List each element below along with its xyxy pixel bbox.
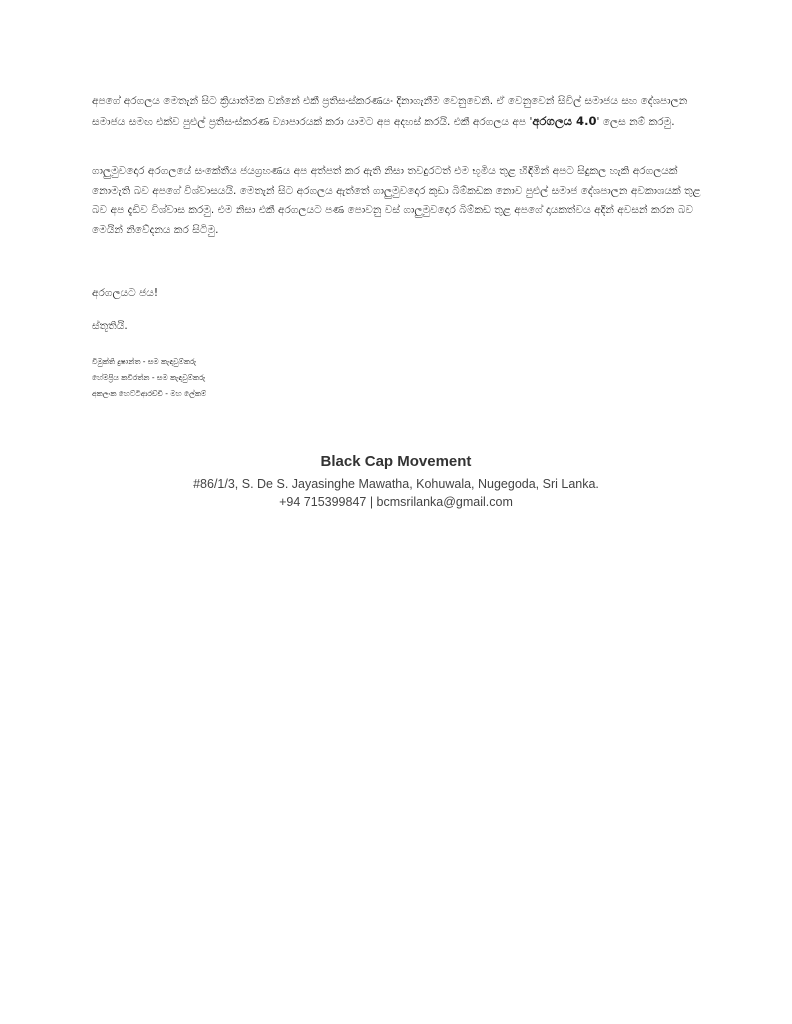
paragraph-slogan: අරගලයට ජය! (92, 287, 159, 299)
paragraph-galle-face-withdrawal: ගාලුමුවදොර අරගලයේ සංකේතීය ජයග්‍රහණය අප අත්පත් කර ඇති නිසා තවදුරටත් එම භූමිය තුළ හිඳිමින් අපට සිදුකල හැකි අරගලයක් නොමැති බව අපගේ විශ්වාසයයි. මෙතැන් සිට අරගලය ඇත්තේ ගාලුමුවදොර කුඩා බිම්කඩක නොව පුළුල් සමාජ දේශපාලන අවකාශයක් තුළ බව අප දැඩිව විශ්වාස කරමු. එම නිසා එකී අරගලයට පණ පොවනු වස් ගාලුමුවදොර බිම්කඩ තුළ අපගේ දායකත්වය අදින් අවසන් කරන බව මෙයින් නිවේදනය කර සිටිමු. (92, 165, 701, 236)
signatory-list (92, 354, 392, 402)
organization-contact: +94 715399847 | bcmsrilanka@gmail.com (279, 494, 513, 509)
paragraph-1-text-before: අපගේ අරගලය මෙතැන් සිට ක්‍රියාත්මක වන්නේ එකී ප්‍රතිසංස්කරණයං දිනාගැනීම වෙනුවෙනි. ඒ වෙනුවෙන් සිවිල් සමාජය සහ දේශපාලන සමාජය සමඟ එක්ව පුළුල් ප්‍රතිසංස්කරණ ව්‍යාපාරයක් කරා යාමට අප අදහස් කරයි. එකී අරගලය අප ' (92, 95, 688, 128)
signatory-line: හේමප්‍රිය කවිරත්න - සම කැඳවුම්කරු (92, 373, 206, 382)
paragraph-thanks: ස්තූතියි. (92, 320, 128, 332)
campaign-name-emphasis: අරගලය 4.0 (532, 113, 597, 128)
paragraph-1-text-after: ' ලෙස නම් කරමු. (596, 115, 675, 128)
letterhead-footer (0, 452, 792, 511)
signatory-line: විමුක්ති දුෂාන්ත - සම කැඳවුම්කරු (92, 357, 197, 366)
paragraph-reform-campaign (92, 92, 702, 132)
signatory-line: අකලංක හෙට්ටිආරච්චි - මහ ලේකම් (92, 389, 207, 398)
organization-address: #86/1/3, S. De S. Jayasinghe Mawatha, Kohuwala, Nugegoda, Sri Lanka. (193, 477, 599, 491)
organization-name: Black Cap Movement (320, 453, 472, 470)
